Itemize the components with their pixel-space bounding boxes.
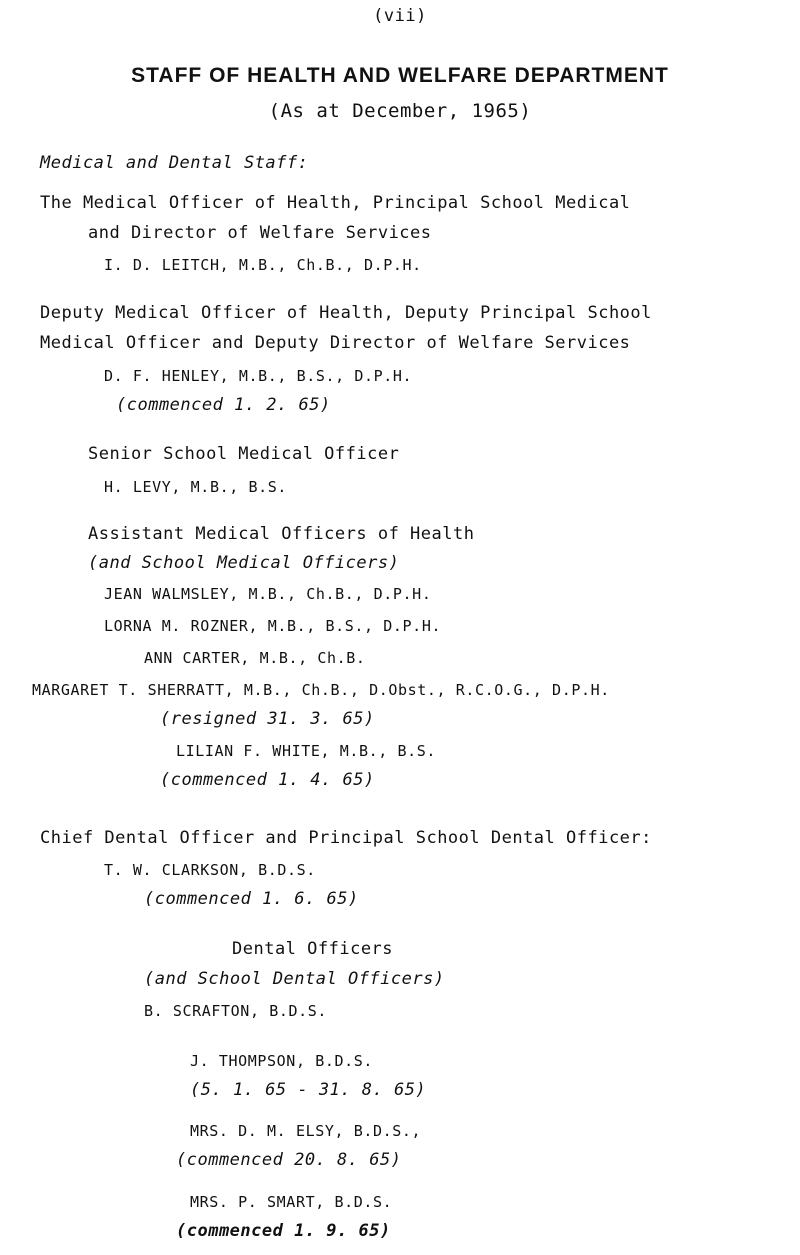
deputy-note: (commenced 1. 2. 65) bbox=[116, 395, 331, 415]
assistant-name: LORNA M. ROZNER, M.B., B.S., D.P.H. bbox=[104, 617, 442, 635]
chief-dental-note: (commenced 1. 6. 65) bbox=[144, 889, 359, 909]
assistant-name-white: LILIAN F. WHITE, M.B., B.S. bbox=[176, 742, 437, 760]
assistant-name: ANN CARTER, M.B., Ch.B. bbox=[144, 649, 366, 667]
chief-dental-name: T. W. CLARKSON, B.D.S. bbox=[104, 861, 316, 879]
dental-name-scrafton: B. SCRAFTON, B.D.S. bbox=[144, 1002, 327, 1020]
sherratt-note: (resigned 31. 3. 65) bbox=[160, 709, 375, 729]
elsy-note: (commenced 20. 8. 65) bbox=[176, 1150, 402, 1170]
page-number: (vii) bbox=[373, 6, 427, 26]
deputy-role-line1: Deputy Medical Officer of Health, Deputy Principal School bbox=[40, 303, 652, 323]
page-subtitle: (As at December, 1965) bbox=[268, 100, 532, 122]
section-heading: Medical and Dental Staff: bbox=[40, 153, 309, 173]
assistants-sub-role: (and School Medical Officers) bbox=[88, 553, 400, 573]
senior-role: Senior School Medical Officer bbox=[88, 444, 400, 464]
chief-dental-role: Chief Dental Officer and Principal School Dental Officer: bbox=[40, 828, 652, 848]
smart-note: (commenced 1. 9. 65) bbox=[176, 1221, 391, 1241]
white-note: (commenced 1. 4. 65) bbox=[160, 770, 375, 790]
senior-name: H. LEVY, M.B., B.S. bbox=[104, 478, 287, 496]
assistants-role: Assistant Medical Officers of Health bbox=[88, 524, 475, 544]
dental-sub-role: (and School Dental Officers) bbox=[144, 969, 445, 989]
dental-name-thompson: J. THOMPSON, B.D.S. bbox=[190, 1052, 373, 1070]
page-title: STAFF OF HEALTH AND WELFARE DEPARTMENT bbox=[131, 64, 669, 87]
deputy-role-line2: Medical Officer and Deputy Director of Welfare Services bbox=[40, 333, 631, 353]
assistant-name: JEAN WALMSLEY, M.B., Ch.B., D.P.H. bbox=[104, 585, 432, 603]
moh-name: I. D. LEITCH, M.B., Ch.B., D.P.H. bbox=[104, 256, 422, 274]
dental-name-smart: MRS. P. SMART, B.D.S. bbox=[190, 1193, 393, 1211]
moh-role-line2: and Director of Welfare Services bbox=[88, 223, 432, 243]
moh-role-line1: The Medical Officer of Health, Principal School Medical bbox=[40, 193, 631, 213]
dental-name-elsy: MRS. D. M. ELSY, B.D.S., bbox=[190, 1122, 422, 1140]
deputy-name: D. F. HENLEY, M.B., B.S., D.P.H. bbox=[104, 367, 413, 385]
assistant-name-sherratt: MARGARET T. SHERRATT, M.B., Ch.B., D.Obst., R.C.O.G., D.P.H. bbox=[32, 681, 610, 699]
dental-role: Dental Officers bbox=[232, 939, 394, 959]
thompson-note: (5. 1. 65 - 31. 8. 65) bbox=[190, 1080, 427, 1100]
